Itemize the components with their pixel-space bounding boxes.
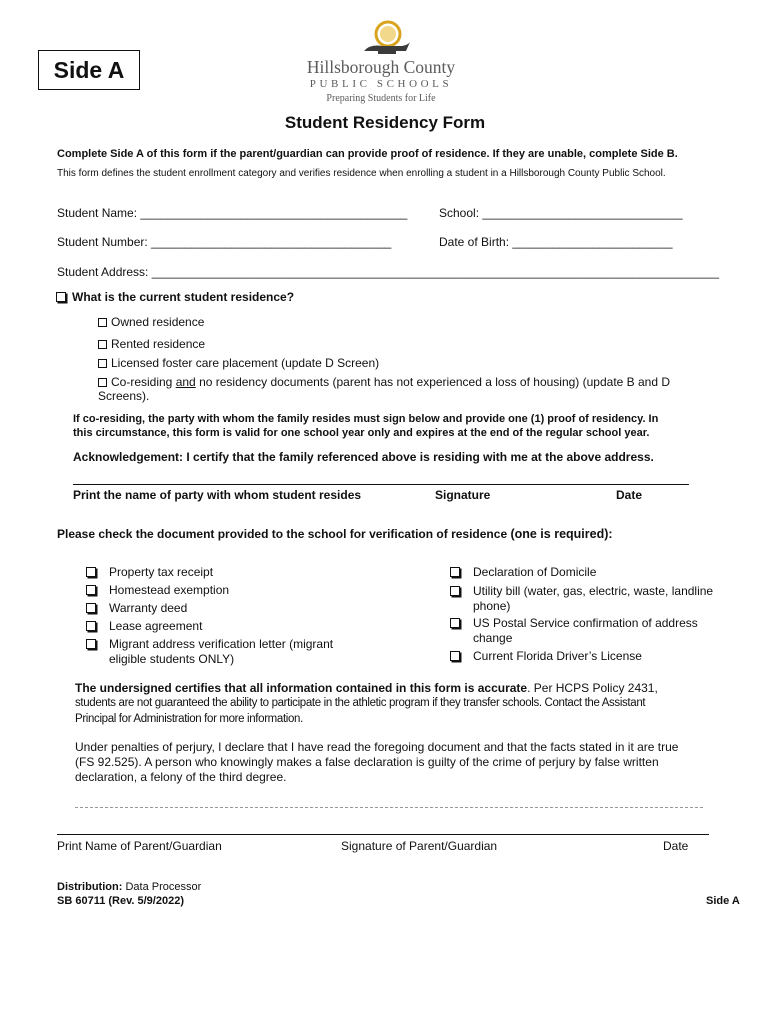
- option-label: Owned residence: [111, 315, 205, 329]
- doc-usps-confirmation-cont: change: [473, 631, 513, 645]
- option-rented-residence[interactable]: [98, 337, 205, 351]
- side-label: Side A: [38, 50, 140, 90]
- ack-date-label: Date: [616, 488, 643, 502]
- drivers-license-checkbox[interactable]: [450, 651, 460, 661]
- property-tax-checkbox[interactable]: [86, 567, 96, 577]
- guardian-date-label: Date: [663, 839, 689, 853]
- acknowledgement-signature-line[interactable]: [73, 484, 689, 485]
- rented-residence-checkbox[interactable]: [98, 340, 107, 349]
- certify-line-2: students are not guaranteed the ability to participate in the athletic program if they transfer schools. Contact the Assistant: [75, 697, 646, 709]
- ack-print-name-label: Print the name of party with whom student resides: [73, 488, 362, 502]
- doc-lease-agreement[interactable]: Lease agreement: [86, 619, 96, 633]
- migrant-letter-checkbox[interactable]: [86, 639, 96, 649]
- certify-line-3: Principal for Administration for more information.: [75, 713, 303, 725]
- intro-text: This form defines the student enrollment category and verifies residence when enrolling a student in a Hillsborough County Public School.: [57, 168, 666, 179]
- doc-migrant-letter[interactable]: Migrant address verification letter (migrant: [86, 637, 96, 651]
- doc-warranty-deed[interactable]: Warranty deed: [86, 601, 96, 615]
- logo-tagline: Preparing Students for Life: [326, 93, 436, 104]
- intro-bold: Complete Side A of this form if the parent/guardian can provide proof of residence. If they are unable, complete Side B.: [57, 148, 678, 160]
- option-coresiding-cont: Screens).: [98, 389, 150, 403]
- certify-line-1: The undersigned certifies that all information contained in this form is accurate. Per HCPS Policy 2431,: [75, 681, 658, 695]
- utility-bill-checkbox[interactable]: [450, 586, 460, 596]
- form-number: SB 60711 (Rev. 5/9/2022): [57, 895, 184, 907]
- doc-declaration-domicile[interactable]: Declaration of Domicile: [450, 565, 460, 579]
- footer-side-label: Side A: [706, 895, 740, 907]
- doc-usps-confirmation[interactable]: US Postal Service confirmation of address: [450, 616, 460, 630]
- lamp-icon: [298, 18, 464, 58]
- logo-name: Hillsborough County: [306, 57, 456, 77]
- school-field[interactable]: School: ______________________________: [439, 206, 683, 220]
- form-title: Student Residency Form: [284, 113, 486, 132]
- owned-residence-checkbox[interactable]: [98, 318, 107, 327]
- doc-utility-bill[interactable]: Utility bill (water, gas, electric, waste, landline: [450, 584, 460, 598]
- declaration-domicile-checkbox[interactable]: [450, 567, 460, 577]
- coresiding-note-1: If co-residing, the party with whom the family resides must sign below and provide one (1) proof of residency. In: [73, 413, 659, 425]
- guardian-print-name-label: Print Name of Parent/Guardian: [57, 839, 222, 853]
- doc-utility-bill-cont: phone): [473, 599, 511, 613]
- student-number-field[interactable]: Student Number: ____________________________________: [57, 235, 392, 249]
- residence-question-checkbox[interactable]: [56, 292, 66, 302]
- coresiding-checkbox[interactable]: [98, 378, 107, 387]
- ack-signature-label: Signature: [435, 488, 491, 502]
- doc-drivers-license[interactable]: Current Florida Driver’s License: [450, 649, 460, 663]
- distribution: Distribution: Data Processor: [57, 881, 202, 893]
- doc-homestead[interactable]: Homestead exemption: [86, 583, 96, 597]
- residence-question: [56, 290, 294, 304]
- usps-confirmation-checkbox[interactable]: [450, 618, 460, 628]
- doc-migrant-letter-cont: eligible students ONLY): [109, 652, 235, 666]
- date-of-birth-field[interactable]: Date of Birth: ________________________: [439, 235, 673, 249]
- homestead-checkbox[interactable]: [86, 585, 96, 595]
- option-coresiding[interactable]: Co-residing and no residency documents (parent has not experienced a loss of housing) (update B and D: [98, 375, 670, 389]
- option-label: Licensed foster care placement (update D Screen): [111, 356, 380, 370]
- doc-property-tax[interactable]: Property tax receipt: [86, 565, 96, 579]
- student-address-field[interactable]: Student Address: _____________________________________________________________________________________: [57, 265, 720, 279]
- option-label: Rented residence: [111, 337, 206, 351]
- warranty-deed-checkbox[interactable]: [86, 603, 96, 613]
- lease-agreement-checkbox[interactable]: [86, 621, 96, 631]
- dashed-separator: [75, 807, 703, 808]
- logo-subtitle: PUBLIC SCHOOLS: [309, 78, 453, 90]
- documents-prompt: Please check the document provided to the school for verification of residence (one is required):: [57, 527, 613, 541]
- perjury-line-3: declaration, a felony of the third degree.: [75, 770, 287, 784]
- option-owned-residence[interactable]: [98, 315, 204, 329]
- option-foster-care[interactable]: [98, 356, 379, 370]
- coresiding-note-2: this circumstance, this form is valid for one school year only and expires at the end of the regular school year.: [73, 427, 650, 439]
- perjury-line-2: (FS 92.525). A person who knowingly makes a false declaration is guilty of the crime of perjury by false written: [75, 755, 659, 769]
- perjury-line-1: Under penalties of perjury, I declare that I have read the foregoing document and that the facts stated in it are true: [75, 740, 679, 754]
- acknowledgement-text: Acknowledgement: I certify that the family referenced above is residing with me at the above address.: [73, 450, 654, 464]
- residence-question-label: What is the current student residence?: [72, 290, 295, 304]
- foster-care-checkbox[interactable]: [98, 359, 107, 368]
- guardian-signature-label: Signature of Parent/Guardian: [341, 839, 498, 853]
- guardian-signature-line[interactable]: [57, 834, 709, 835]
- student-name-field[interactable]: Student Name: ________________________________________: [57, 206, 408, 220]
